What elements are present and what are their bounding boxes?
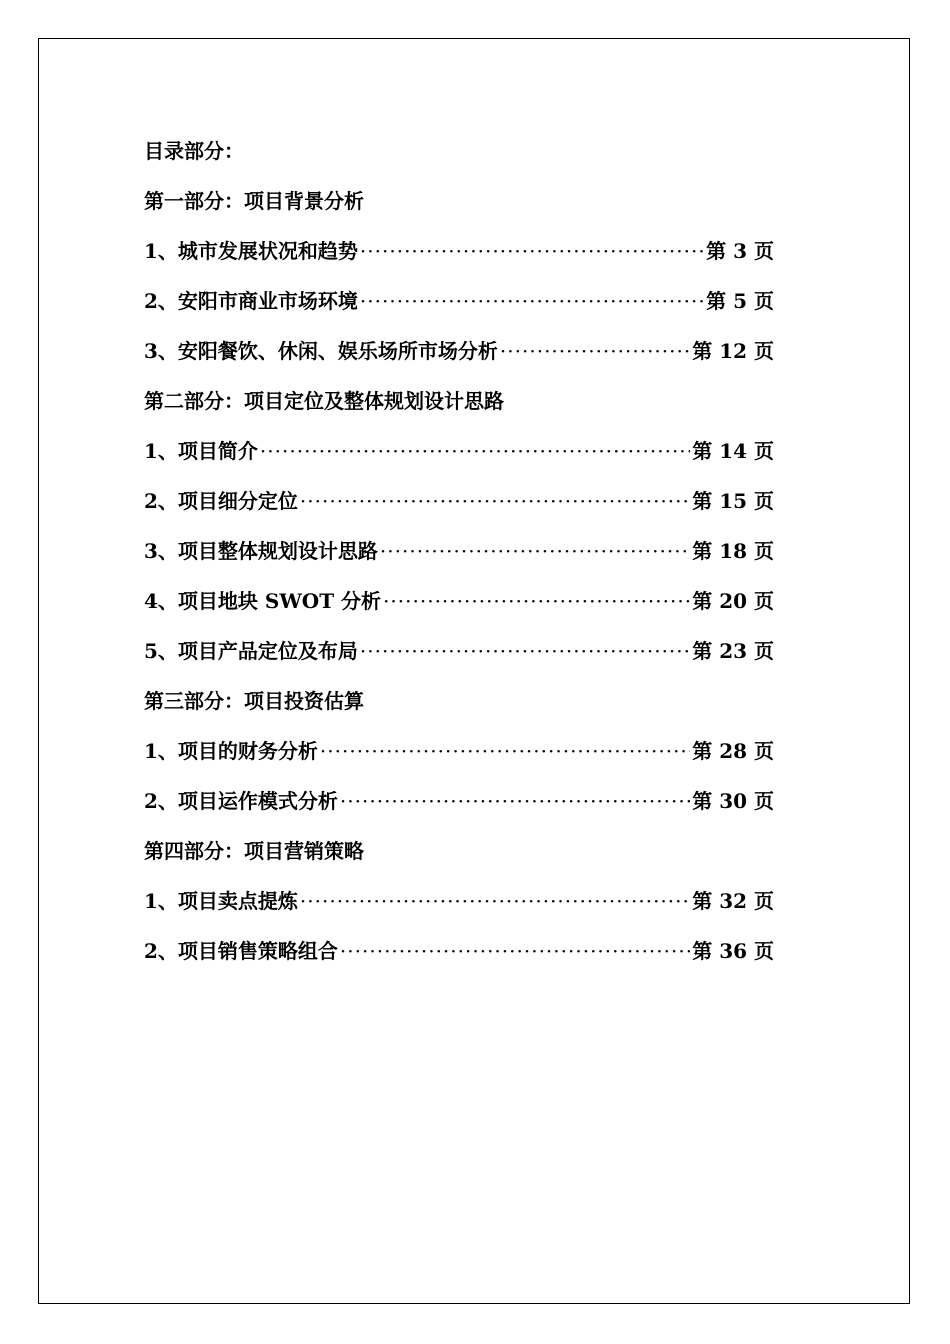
toc-entry[interactable] [144,783,774,833]
dot-leader [380,533,690,569]
entry-label: 2、项目细分定位 [144,489,298,513]
entry-label: 3、项目整体规划设计思路 [144,539,378,563]
toc-entry[interactable] [144,883,774,933]
entry-label: 2、项目运作模式分析 [144,789,338,813]
page-number: 第 18 页 [692,539,774,563]
toc-entry[interactable] [144,233,774,283]
dot-leader [300,883,690,919]
dot-leader [383,583,690,619]
section-title: 第四部分：项目营销策略 [144,839,364,863]
toc-entry[interactable] [144,933,774,983]
entry-label: 4、项目地块 SWOT 分析 [144,589,382,613]
toc-heading: 目录部分： [144,139,244,163]
dot-leader [300,483,690,519]
entry-label: 3、安阳餐饮、休闲、娱乐场所市场分析 [144,339,498,363]
dot-leader [360,233,704,269]
dot-leader [360,283,704,319]
entry-label: 2、安阳市商业市场环境 [144,289,358,313]
page-number: 第 32 页 [692,889,774,913]
dot-leader [360,633,690,669]
dot-leader [340,933,690,969]
entry-label: 1、城市发展状况和趋势 [144,239,358,263]
toc-entry[interactable] [144,483,774,533]
section-title: 第一部分：项目背景分析 [144,189,364,213]
page-number: 第 14 页 [692,439,774,463]
entry-label: 1、项目的财务分析 [144,739,318,763]
section-title: 第三部分：项目投资估算 [144,689,364,713]
dot-leader [500,333,690,369]
dot-leader [260,433,690,469]
entry-label: 1、项目简介 [144,439,258,463]
page-number: 第 15 页 [692,489,774,513]
page-number: 第 28 页 [692,739,774,763]
page-number: 第 30 页 [692,789,774,813]
toc-entry[interactable] [144,583,774,633]
toc-entry[interactable] [144,533,774,583]
toc-entry[interactable] [144,283,774,333]
dot-leader [320,733,690,769]
page-number: 第 3 页 [706,239,774,263]
dot-leader [340,783,690,819]
table-of-contents [144,133,774,983]
page-number: 第 12 页 [692,339,774,363]
toc-entry[interactable] [144,433,774,483]
page-number: 第 36 页 [692,939,774,963]
toc-entry[interactable] [144,633,774,683]
page-number: 第 23 页 [692,639,774,663]
toc-entry[interactable] [144,333,774,383]
section-title: 第二部分：项目定位及整体规划设计思路 [144,389,504,413]
entry-label: 2、项目销售策略组合 [144,939,338,963]
entry-label: 1、项目卖点提炼 [144,889,298,913]
entry-label: 5、项目产品定位及布局 [144,639,358,663]
toc-entry[interactable] [144,733,774,783]
page-number: 第 20 页 [692,589,774,613]
page-number: 第 5 页 [706,289,774,313]
